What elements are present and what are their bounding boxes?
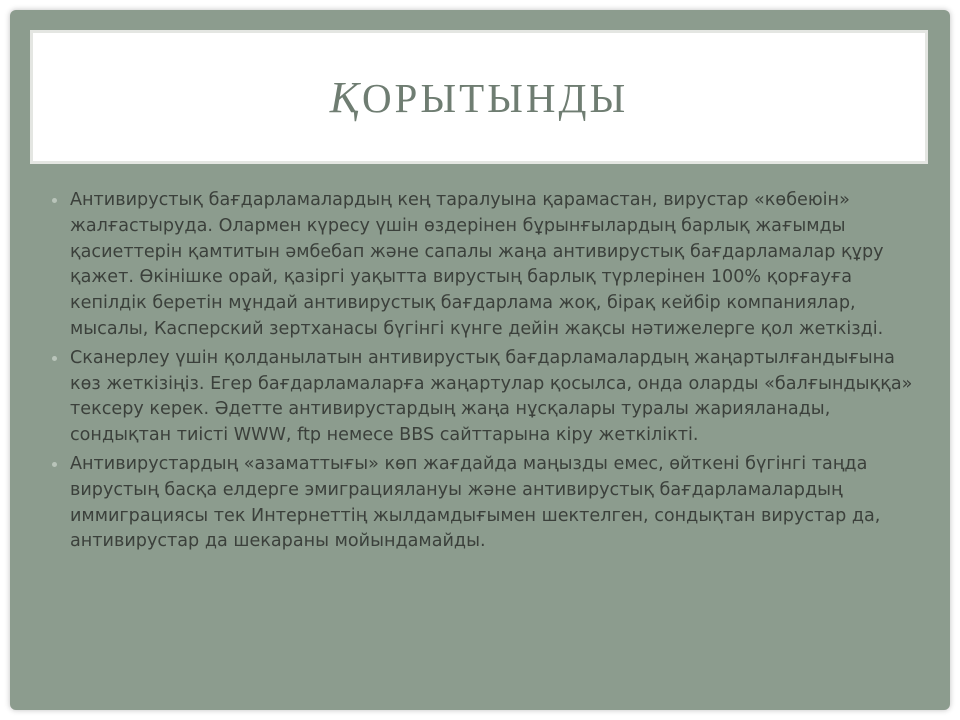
slide-title-first-letter: Қ: [329, 72, 362, 122]
bullet-dot-icon: [52, 356, 57, 361]
bullet-dot-icon: [52, 198, 57, 203]
bullet-text: Антивирустық бағдарламалардың кең таралуына қарамастан, вирустар «көбеюін» жалғастыруда. Олармен күресу үшін өздерінен бұрынғылардың барлық жағымды қасиеттерін қамтитын әмбебап және сапалы жаңа антивирустық бағдарламалар құру қажет. Өкінішке орай, қазіргі уақытта вирустың барлық түрлерінен 100% қорғауға кепілдік беретін мұндай антивирустық бағдарлама жоқ, бірақ кейбір компаниялар, мысалы, Касперский зертханасы бүгінгі күнге дейін жақсы нәтижелерге қол жеткізді.: [70, 190, 884, 339]
bullet-item: [70, 346, 920, 449]
bullet-item: [70, 188, 920, 343]
bullet-text: Сканерлеу үшін қолданылатын антивирустық бағдарламалардың жаңартылғандығына көз жеткізіңіз. Егер бағдарламаларға жаңартулар қосылса, онда оларды «балғындыққа» тексеру керек. Әдетте антивирустардың жаңа нұсқалары туралы жарияланады, сондықтан тиісті WWW, ftp немесе BBS сайттарына кіру жеткілікті.: [70, 347, 913, 446]
bullet-text: Антивирустардың «азаматтығы» көп жағдайда маңызды емес, өйткені бүгінгі таңда вирустың басқа елдерге эмиграциялануы және антивирустық бағдарламалардың иммиграциясы тек Интернеттің жылдамдығымен шектелген, сондықтан вирустар да, антивирустар да шекараны мойындамайды.: [70, 453, 881, 552]
title-box: [30, 30, 928, 164]
slide: [10, 10, 950, 710]
slide-title: [330, 72, 629, 123]
slide-title-rest: ОРЫТЫНДЫ: [361, 74, 629, 121]
bullet-list: [70, 188, 920, 558]
bullet-item: [70, 452, 920, 555]
bullet-dot-icon: [52, 462, 57, 467]
